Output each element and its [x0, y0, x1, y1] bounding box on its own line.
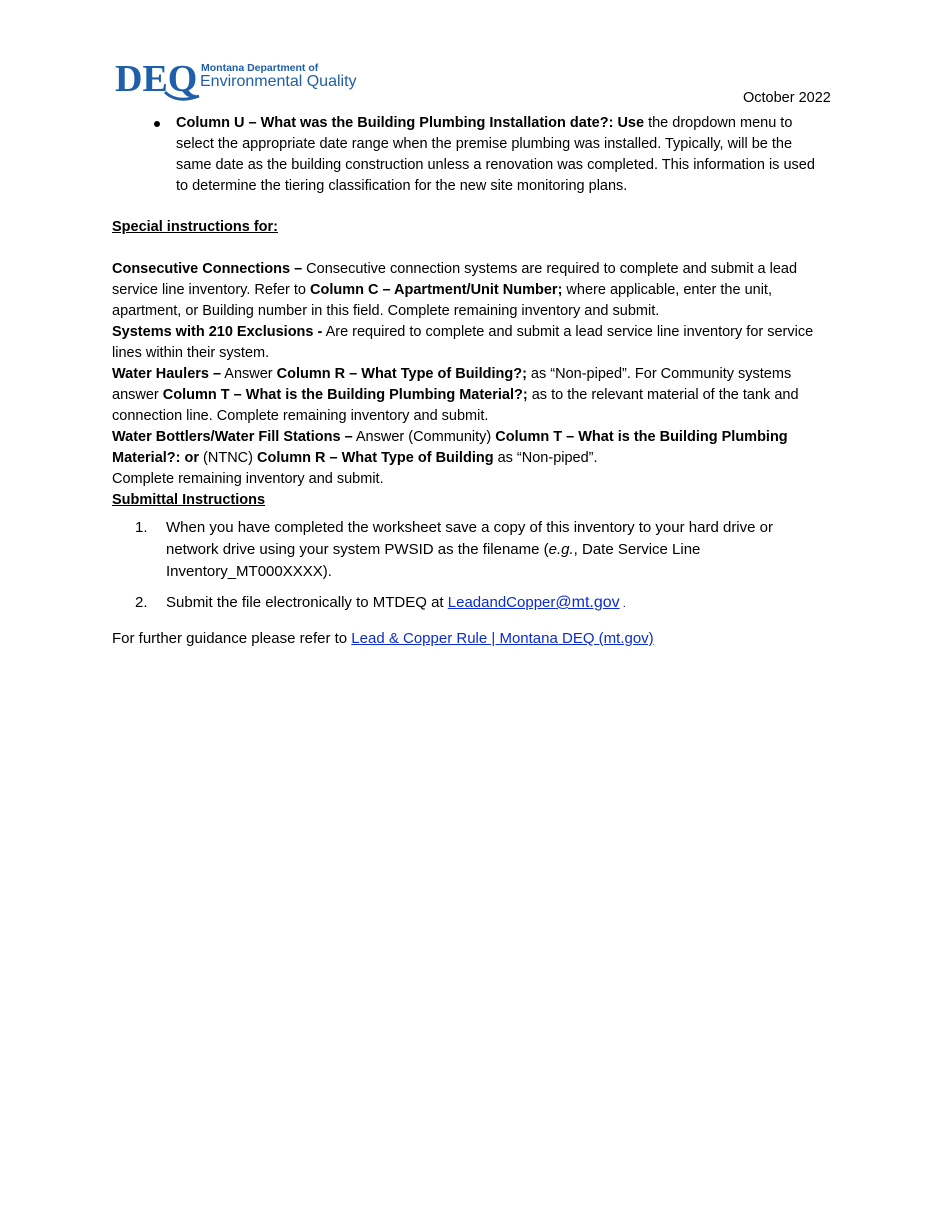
document-body	[112, 113, 827, 649]
submittal-list	[112, 517, 827, 615]
submittal-item-number: 1.	[135, 519, 148, 536]
consecutive-label: Consecutive Connections –	[112, 261, 303, 277]
submittal-item-2-after: .	[619, 598, 626, 610]
svg-text:DEQ: DEQ	[115, 58, 198, 100]
lead-copper-rule-link[interactable]: Lead & Copper Rule | Montana DEQ (mt.gov)	[351, 630, 654, 647]
deq-logo	[115, 58, 365, 106]
bottlers-paragraph	[112, 427, 827, 469]
submittal-item-1	[112, 517, 827, 583]
bullet-list	[112, 113, 827, 197]
consecutive-paragraph	[112, 259, 827, 322]
bottlers-column-r: Column R – What Type of Building	[257, 450, 494, 466]
exclusions-text: Are required to complete and submit a lead service line inventory for service lines within their system.	[112, 324, 814, 361]
document-date: October 2022	[743, 90, 831, 106]
complete-remaining-line: Complete remaining inventory and submit.	[112, 471, 384, 487]
bottlers-column-t: Column T – What is the Building Plumbing Material?: or	[112, 429, 788, 466]
haulers-text3: as to the relevant material of the tank and connection line. Complete remaining inventory and submit.	[112, 387, 799, 424]
bottlers-text3: as “Non-piped”.	[493, 450, 598, 466]
consecutive-text1: Consecutive connection systems are required to complete and submit a lead service line inventory. Refer to	[112, 261, 798, 298]
haulers-column-t: Column T – What is the Building Plumbing Material?;	[162, 387, 528, 403]
column-u-label: Column U – What was the Building Plumbing Installation date?: Use	[176, 115, 645, 131]
exclusions-paragraph	[112, 322, 827, 364]
submittal-item-1-eg: e.g.	[548, 541, 574, 558]
deq-logo-mark	[115, 58, 205, 106]
bottlers-text2: (NTNC)	[199, 450, 258, 466]
column-u-text: the dropdown menu to select the appropriate date range when the premise plumbing was installed. Typically, will be the same date as the building construction unless a renovation was completed. This information is used to determine the tiering classification for the new site monitoring plans.	[176, 115, 815, 194]
haulers-column-r: Column R – What Type of Building?;	[276, 366, 527, 382]
email-link-part2: @mt.gov	[555, 594, 620, 611]
haulers-text2: as “Non-piped”. For Community systems answer	[112, 366, 792, 403]
submittal-item-2-text: Submit the file electronically to MTDEQ at	[166, 594, 448, 611]
bullet-column-u	[112, 113, 827, 197]
haulers-text1: Answer	[221, 366, 277, 382]
consecutive-text2: where applicable, enter the unit, apartment, or Building number in this field. Complete remaining inventory and submit.	[112, 282, 772, 319]
further-guidance-paragraph	[112, 628, 827, 649]
consecutive-column: Column C – Apartment/Unit Number;	[309, 282, 563, 298]
further-guidance-text: For further guidance please refer to	[112, 630, 352, 647]
special-instructions-heading: Special instructions for:	[112, 219, 278, 235]
bottlers-label: Water Bottlers/Water Fill Stations –	[112, 429, 353, 445]
logo-line2: Environmental Quality	[200, 73, 357, 90]
leadandcopper-email-link[interactable]	[448, 594, 620, 611]
email-link-part1: LeadandCopper	[447, 594, 556, 611]
haulers-paragraph	[112, 364, 827, 427]
submittal-item-1-text1: When you have completed the worksheet save a copy of this inventory to your hard drive or network drive using your system PWSID as the filename (	[166, 519, 773, 558]
bottlers-text1: Answer (Community)	[352, 429, 496, 445]
submittal-item-2	[112, 592, 827, 615]
submittal-item-1-text2: , Date Service Line Inventory_MT000XXXX).	[166, 541, 701, 580]
submittal-instructions-heading: Submittal Instructions	[112, 492, 266, 508]
logo-line1: Montana Department of	[201, 62, 319, 74]
bullet-dot	[154, 121, 160, 127]
haulers-label: Water Haulers –	[112, 366, 222, 382]
submittal-item-number: 2.	[135, 594, 148, 611]
exclusions-label: Systems with 210 Exclusions -	[112, 324, 323, 340]
